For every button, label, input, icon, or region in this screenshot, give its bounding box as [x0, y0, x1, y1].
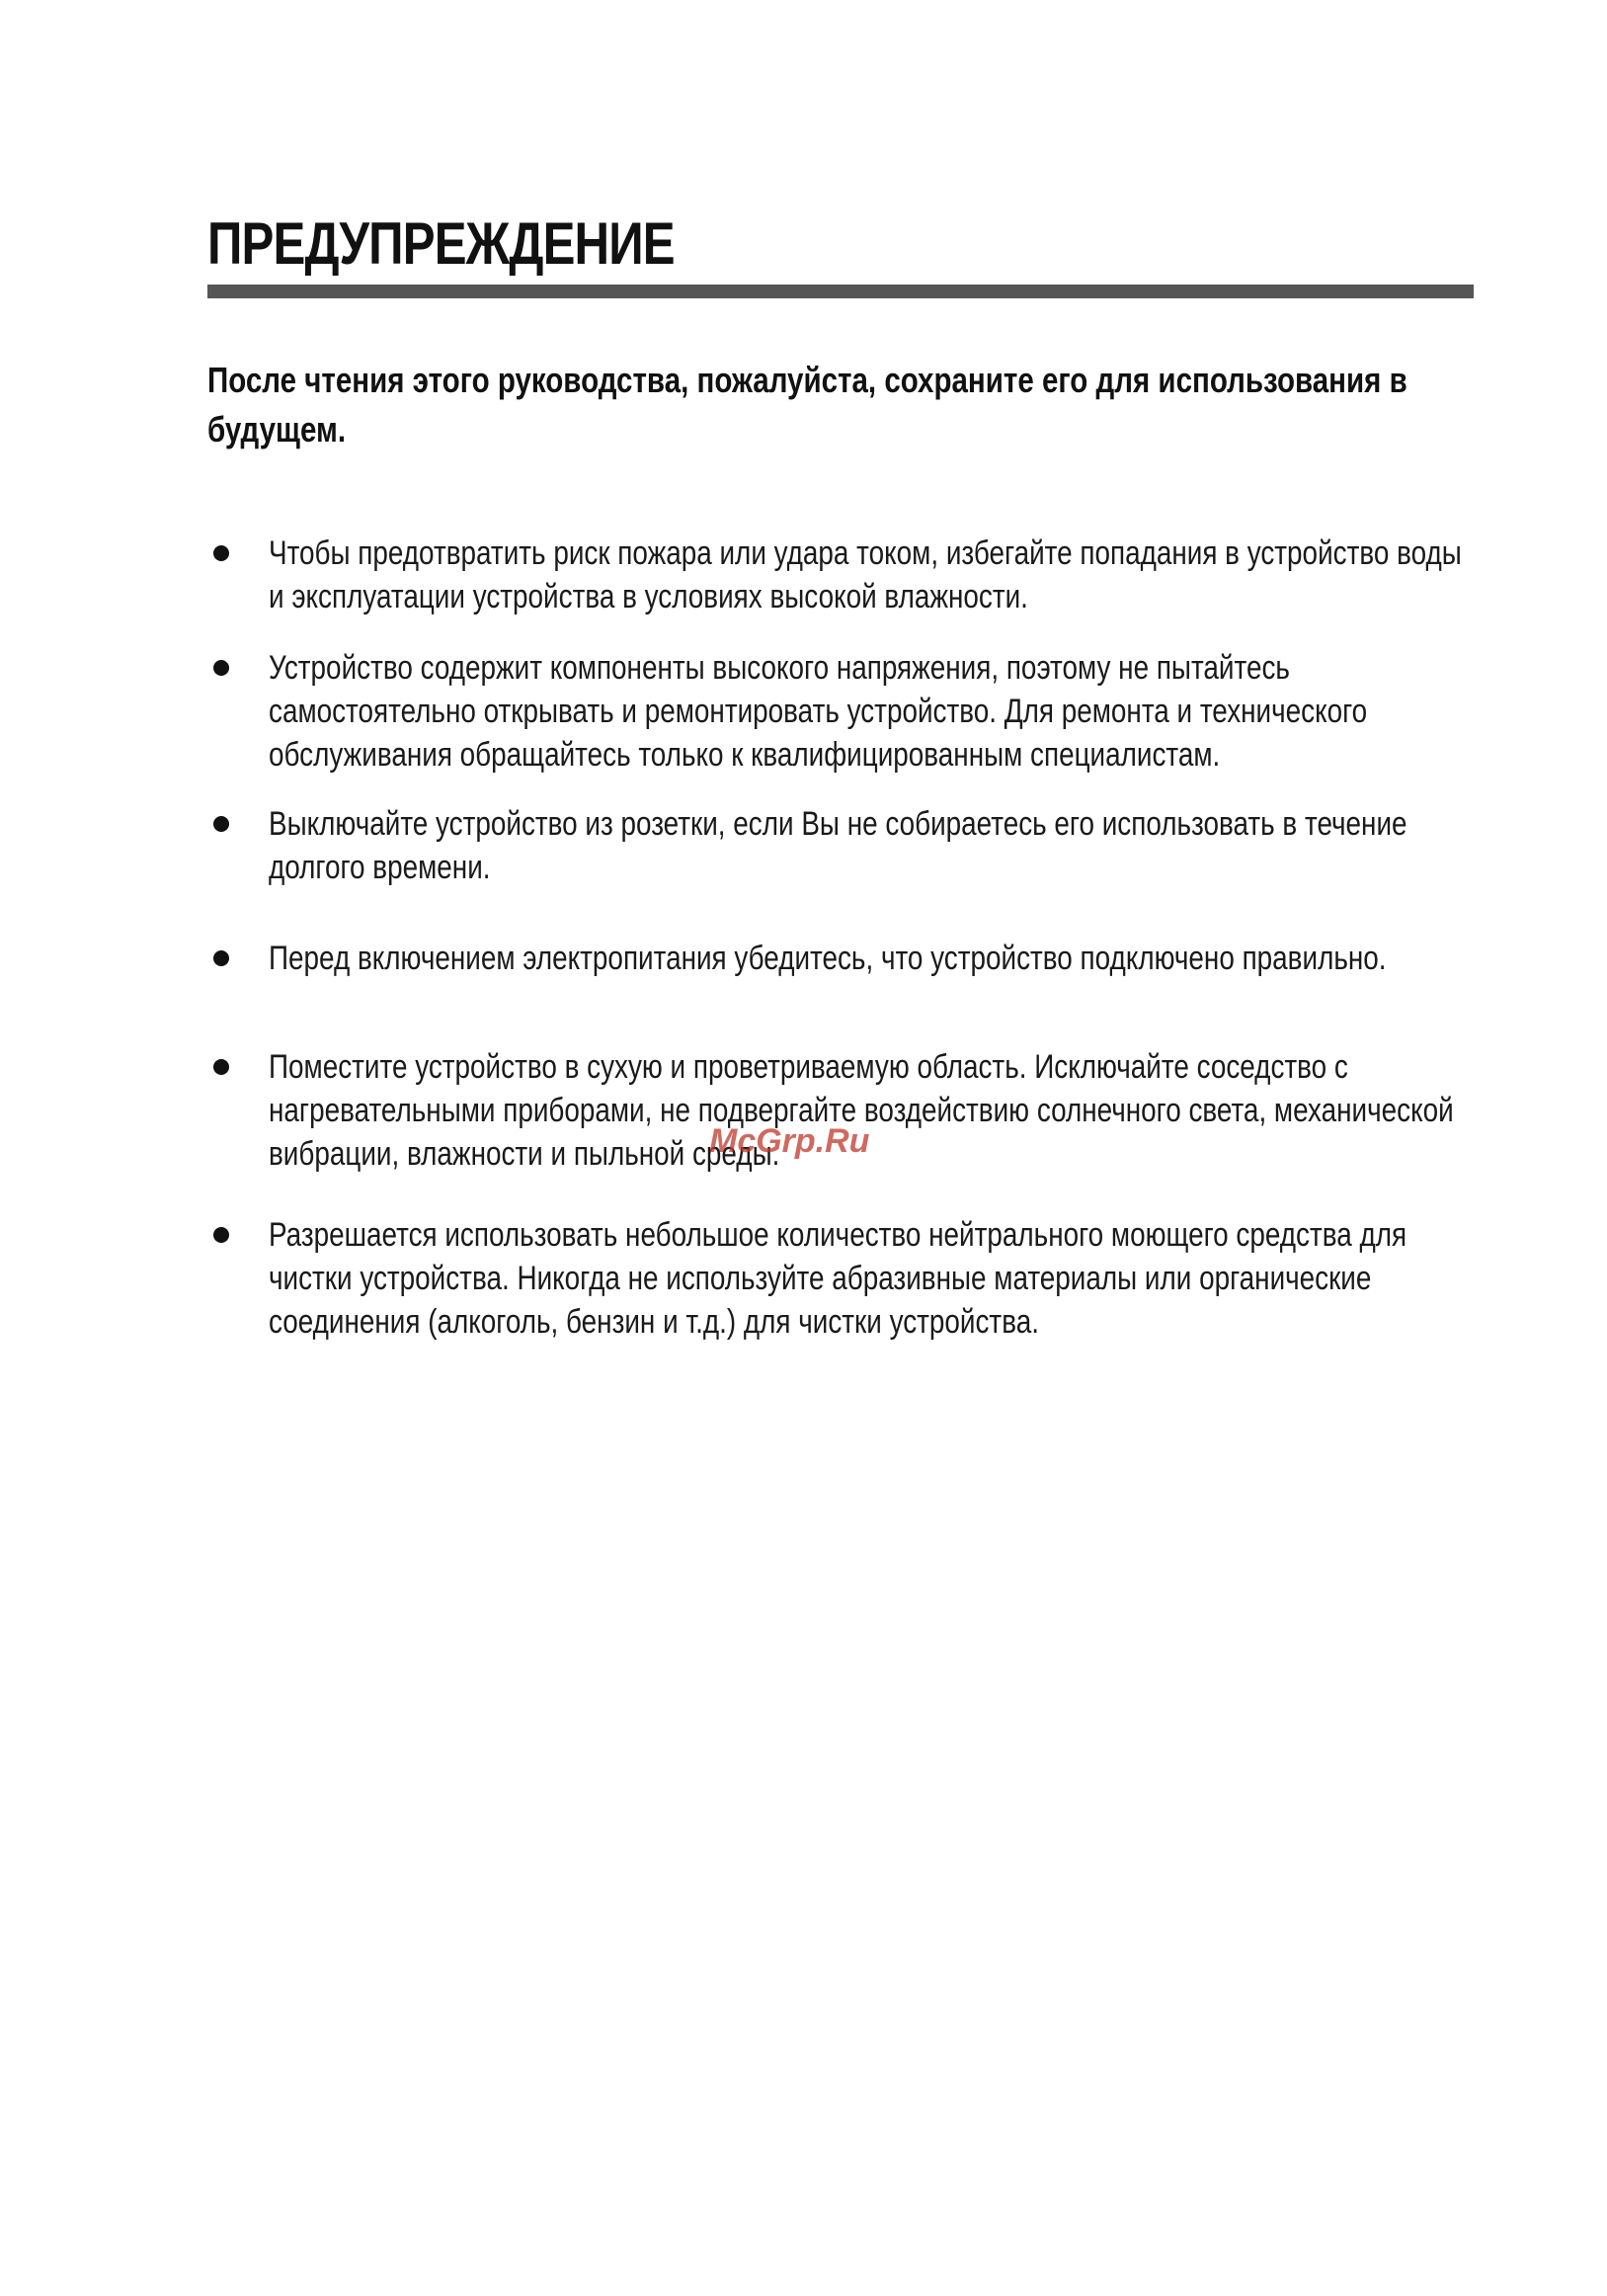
page-subtitle: После чтения этого руководства, пожалуйста, сохраните его для использования в будущем. [207, 360, 1407, 450]
title-underline-rule [207, 285, 1474, 298]
bullet-icon [213, 950, 229, 966]
bullet-icon [213, 1059, 229, 1075]
warning-text: Чтобы предотвратить риск пожара или удара током, избегайте попадания в устройство воды и эксплуатации устройства в условиях высокой влажности. [269, 534, 1462, 615]
warning-text: Поместите устройство в сухую и проветриваемую область. Исключайте соседство с нагревательными приборами, не подвергайте воздействию солнечного света, механической вибрации, влажности и пыльной среды. [269, 1048, 1454, 1173]
bullet-icon [213, 660, 229, 676]
warning-text: Устройство содержит компоненты высокого напряжения, поэтому не пытайтесь самостоятельно открывать и ремонтировать устройство. Для ремонта и технического обслуживания обращайтесь только к квалифицированным специалистам. [269, 649, 1368, 774]
bullet-icon [213, 545, 229, 561]
warning-text: Выключайте устройство из розетки, если Вы не собираетесь его использовать в течение долгого времени. [269, 805, 1407, 886]
bullet-icon [213, 816, 229, 832]
bullet-icon [213, 1227, 229, 1243]
warning-text: Разрешается использовать небольшое количество нейтрального моющего средства для чистки устройства. Никогда не используйте абразивные материалы или органические соединения (алкоголь, бензин и т.д.) для чистки устройства. [269, 1216, 1407, 1341]
page-title: ПРЕДУПРЕЖДЕНИЕ [207, 210, 675, 277]
warning-text: Перед включением электропитания убедитесь, что устройство подключено правильно. [269, 940, 1387, 977]
watermark: McGrp.Ru [709, 1122, 870, 1160]
